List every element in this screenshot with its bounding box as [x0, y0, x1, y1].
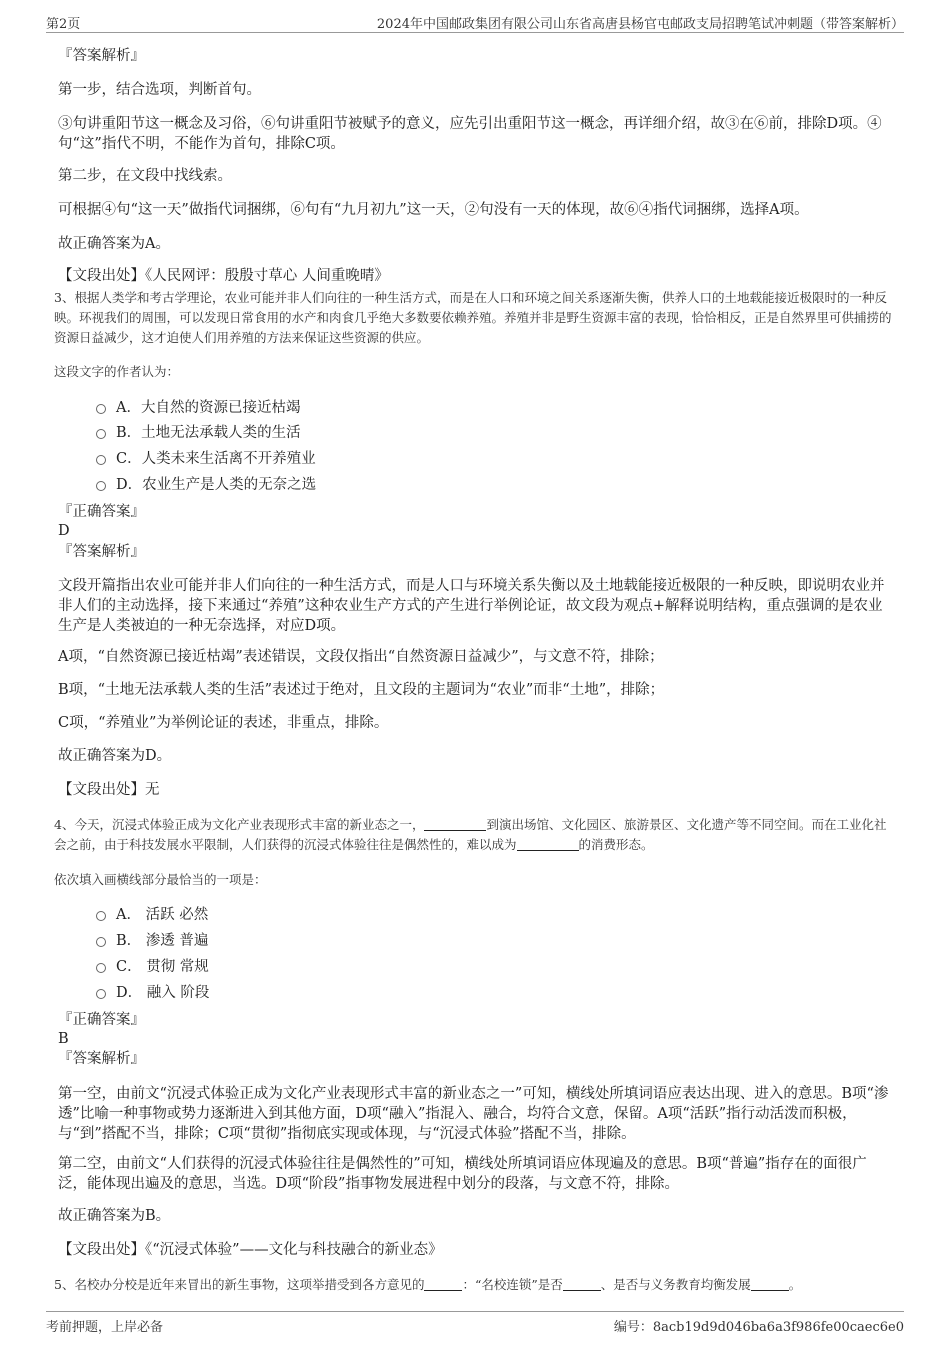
radio-icon[interactable] — [96, 911, 106, 921]
option-a[interactable]: A． 活跃 必然 — [96, 905, 208, 925]
analysis-label: 『答案解析』 — [58, 1051, 145, 1067]
radio-icon[interactable] — [96, 455, 106, 465]
analysis-paragraph: ③句讲重阳节这一概念及习俗，⑥句讲重阳节被赋予的意义，应先引出重阳节这一概念，再详细介绍，故③在⑥前，排除D项。④句“这”指代不明，不能作为首句，排除C项。 — [58, 116, 882, 152]
blank-line — [424, 818, 486, 831]
correct-answer-label: 『正确答案』 — [58, 1012, 145, 1028]
correct-answer: D — [58, 523, 70, 539]
page-footer — [46, 1311, 904, 1334]
option-b[interactable]: B．土地无法承载人类的生活 — [96, 423, 301, 443]
radio-icon[interactable] — [96, 989, 106, 999]
radio-icon[interactable] — [96, 481, 106, 491]
option-c[interactable]: C．人类未来生活离不开养殖业 — [96, 449, 316, 469]
document-title: 2024年中国邮政集团有限公司山东省高唐县杨官屯邮政支局招聘笔试冲刺题（带答案解析） — [376, 17, 904, 32]
analysis-paragraph: 第二空，由前文“人们获得的沉浸式体验往往是偶然性的”可知，横线处所填词语应体现遍及的意思。B项“普遍”指存在的面很广泛，能体现出遍及的意思，当选。D项“阶段”指事物发展进程中划分的段落，与文意不符，排除。 — [58, 1156, 867, 1192]
blank-line — [517, 838, 579, 851]
blank-line — [563, 1278, 601, 1291]
source-note: 【文段出处】《人民网评：殷殷寸草心 人间重晚晴》 — [58, 268, 389, 284]
radio-icon[interactable] — [96, 937, 106, 947]
option-b[interactable]: B． 渗透 普遍 — [96, 931, 208, 951]
analysis-paragraph: 文段开篇指出农业可能并非人们向往的一种生活方式，而是人口与环境关系失衡以及土地载能接近极限的一种反映，即说明农业并非人们的主动选择，接下来通过“养殖”这种农业生产方式的产生进行举例论证，故文段为观点+解释说明结构，重点强调的是农业生产是人类被迫的一种无奈选择，对应D项。 — [58, 578, 885, 634]
analysis-label: 『答案解析』 — [58, 48, 145, 64]
analysis-paragraph: 第一步，结合选项，判断首句。 — [58, 82, 261, 98]
blank-line — [424, 1278, 462, 1291]
correct-answer-label: 『正确答案』 — [58, 504, 145, 520]
radio-icon[interactable] — [96, 963, 106, 973]
question-stem: 3、根据人类学和考古学理论，农业可能并非人们向往的一种生活方式，而是在人口和环境之间关系逐渐失衡，供养人口的土地载能接近极限时的一种反映。环视我们的周围，可以发现日常食用的水产和肉食几乎绝大多数要依赖养殖。养殖并非是野生资源丰富的表现，恰恰相反，正是自然界里可供捕捞的资源日益减少，这才迫使人们用养殖的方法来保证这些资源的供应。 — [54, 290, 892, 345]
analysis-paragraph: C项，“养殖业”为举例论证的表述，非重点，排除。 — [58, 715, 389, 731]
radio-icon[interactable] — [96, 404, 106, 414]
analysis-paragraph: 可根据④句“这一天”做指代词捆绑，⑥句有“九月初九”这一天，②句没有一天的体现，故⑥④指代词捆绑，选择A项。 — [58, 202, 809, 218]
page-header — [46, 10, 904, 33]
option-c[interactable]: C． 贯彻 常规 — [96, 957, 209, 977]
analysis-paragraph: B项，“土地无法承载人类的生活”表述过于绝对，且文段的主题词为“农业”而非“土地”，排除； — [58, 682, 665, 698]
option-d[interactable]: D． 融入 阶段 — [96, 983, 209, 1003]
question-prompt: 依次填入画横线部分最恰当的一项是： — [54, 872, 267, 887]
analysis-paragraph: A项，“自然资源已接近枯竭”表述错误，文段仅指出“自然资源日益减少”，与文意不符，排除； — [58, 649, 664, 665]
blank-line — [751, 1278, 789, 1291]
analysis-paragraph: 故正确答案为B。 — [58, 1208, 171, 1224]
question-stem: 5、名校办分校是近年来冒出的新生事物，这项举措受到各方意见的 ：“名校连锁”是否 、是否与义务教育均衡发展 。 — [54, 1277, 802, 1292]
radio-icon[interactable] — [96, 429, 106, 439]
analysis-paragraph: 第一空，由前文“沉浸式体验正成为文化产业表现形式丰富的新业态之一”可知，横线处所填词语应表达出现、进入的意思。B项“渗透”比喻一种事物或势力逐渐进入到其他方面，D项“融入”指混入、融合，均符合文意，保留。A项“活跃”指行动活泼而积极，与“到”搭配不当，排除；C项“贯彻”指彻底实现或体现，与“沉浸式体验”搭配不当，排除。 — [58, 1086, 889, 1142]
option-a[interactable]: A．大自然的资源已接近枯竭 — [96, 398, 300, 418]
analysis-label: 『答案解析』 — [58, 544, 145, 560]
question-prompt: 这段文字的作者认为： — [54, 364, 180, 379]
analysis-paragraph: 故正确答案为A。 — [58, 236, 170, 252]
footer-slogan: 考前押题，上岸必备 — [46, 1320, 164, 1335]
correct-answer: B — [58, 1031, 69, 1047]
analysis-paragraph: 故正确答案为D。 — [58, 748, 172, 764]
page-number: 第2页 — [46, 17, 81, 32]
option-d[interactable]: D．农业生产是人类的无奈之选 — [96, 475, 316, 495]
analysis-paragraph: 第二步，在文段中找线索。 — [58, 168, 232, 184]
question-stem: 4、今天，沉浸式体验正成为文化产业表现形式丰富的新业态之一， 到演出场馆、文化园区、旅游景区、文化遗产等不同空间。而在工业化社会之前，由于科技发展水平限制，人们获得的沉浸式体验往往是偶然性的，难以成为 的消费形态。 — [54, 817, 887, 852]
document-id: 编号：8acb19d9d046ba6a3f986fe00caec6e0 — [613, 1320, 904, 1335]
source-note: 【文段出处】无 — [58, 782, 160, 798]
source-note: 【文段出处】《“沉浸式体验”——文化与科技融合的新业态》 — [58, 1242, 443, 1258]
